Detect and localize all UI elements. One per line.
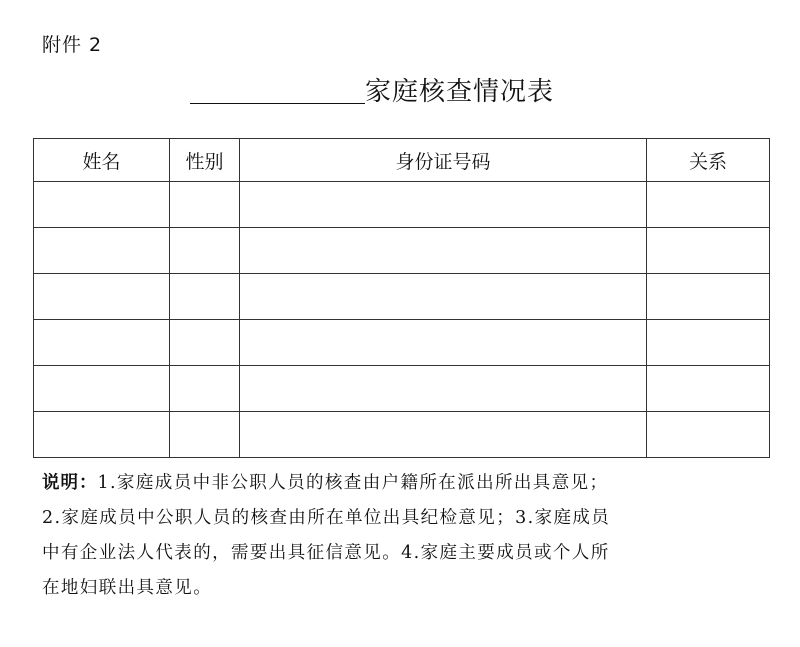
cell-gender[interactable] — [170, 274, 240, 320]
cell-relationship[interactable] — [647, 412, 770, 458]
form-title — [190, 74, 554, 110]
cell-relationship[interactable] — [647, 228, 770, 274]
table-row — [34, 182, 770, 228]
cell-name[interactable] — [34, 274, 170, 320]
cell-gender[interactable] — [170, 412, 240, 458]
cell-id-number[interactable] — [240, 366, 647, 412]
cell-name[interactable] — [34, 320, 170, 366]
attachment-label: 附件 2 — [42, 34, 103, 56]
cell-id-number[interactable] — [240, 320, 647, 366]
table-row — [34, 366, 770, 412]
cell-name[interactable] — [34, 182, 170, 228]
cell-name[interactable] — [34, 366, 170, 412]
cell-name[interactable] — [34, 228, 170, 274]
title-text: 家庭核查情况表 — [365, 77, 555, 107]
cell-gender[interactable] — [170, 228, 240, 274]
table-row — [34, 412, 770, 458]
note-text: 1.家庭成员中非公职人员的核查由户籍所在派出所出具意见； — [97, 473, 609, 493]
note-label: 说明： — [42, 473, 98, 493]
table-row — [34, 228, 770, 274]
cell-relationship[interactable] — [647, 366, 770, 412]
cell-gender[interactable] — [170, 320, 240, 366]
note-line-1 — [42, 466, 742, 501]
header-gender: 性别 — [170, 139, 240, 182]
cell-gender[interactable] — [170, 366, 240, 412]
cell-id-number[interactable] — [240, 228, 647, 274]
header-relationship: 关系 — [647, 139, 770, 182]
cell-id-number[interactable] — [240, 274, 647, 320]
cell-gender[interactable] — [170, 182, 240, 228]
cell-relationship[interactable] — [647, 182, 770, 228]
family-check-table — [33, 138, 770, 458]
cell-id-number[interactable] — [240, 182, 647, 228]
cell-name[interactable] — [34, 412, 170, 458]
name-blank-line[interactable] — [190, 103, 365, 104]
explanation-note — [42, 466, 742, 606]
note-line-2: 2.家庭成员中公职人员的核查由所在单位出具纪检意见；3.家庭成员 — [42, 508, 611, 528]
note-line-4: 在地妇联出具意见。 — [42, 578, 213, 598]
table-row — [34, 274, 770, 320]
header-name: 姓名 — [34, 139, 170, 182]
table-header-row — [34, 139, 770, 182]
note-line-3: 中有企业法人代表的，需要出具征信意见。4.家庭主要成员或个人所 — [42, 543, 610, 563]
cell-id-number[interactable] — [240, 412, 647, 458]
cell-relationship[interactable] — [647, 320, 770, 366]
table-row — [34, 320, 770, 366]
cell-relationship[interactable] — [647, 274, 770, 320]
header-id-number: 身份证号码 — [240, 139, 647, 182]
